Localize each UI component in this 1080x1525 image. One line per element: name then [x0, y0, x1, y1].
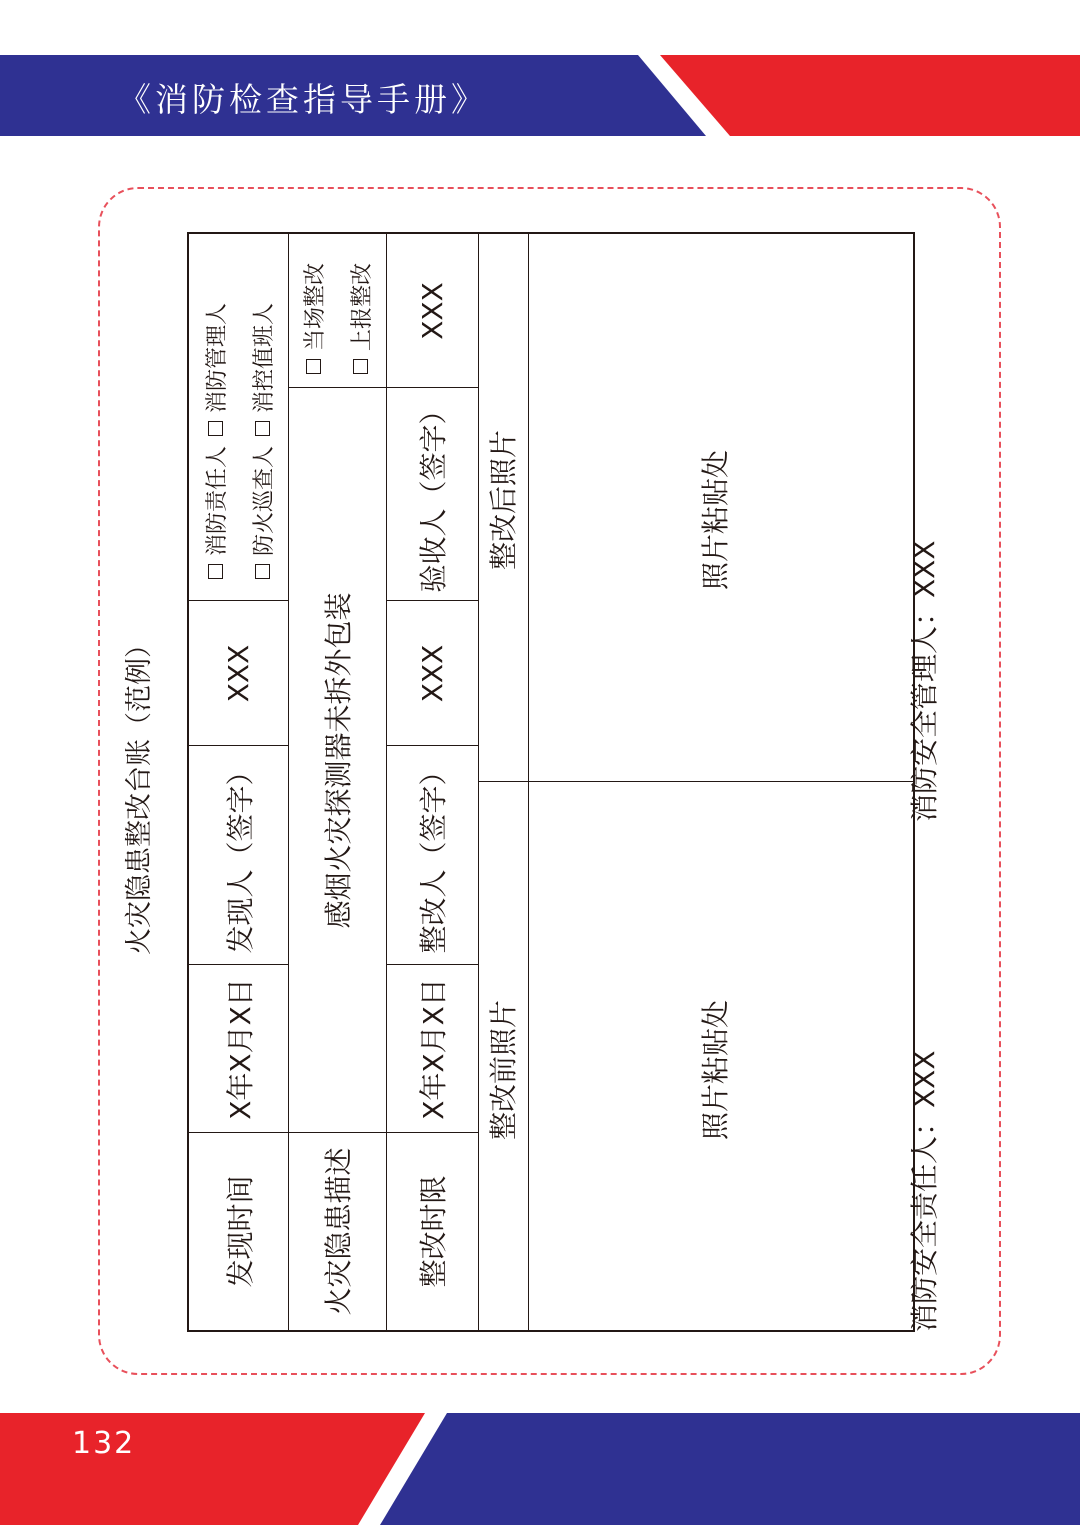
manager-signature: 消防安全管理人：XXX — [908, 540, 941, 822]
checkbox[interactable] — [208, 421, 223, 436]
after-photo-label: 整改后照片 — [487, 429, 520, 570]
discoverer-label: 发现人（签字） — [223, 757, 257, 954]
deadline-label: 整改时限 — [417, 1175, 450, 1288]
rectifier-label: 整改人（签字） — [417, 757, 450, 954]
checkbox[interactable] — [353, 359, 368, 374]
page-number — [72, 1425, 135, 1439]
rectify-option-row — [298, 263, 329, 374]
footer-stripes — [0, 1413, 1080, 1525]
discoverer-value: XXX — [222, 644, 255, 703]
checkbox[interactable] — [255, 421, 270, 436]
photo-divider — [478, 781, 913, 782]
discover-time-label: 发现时间 — [223, 1175, 257, 1288]
rectify-option: 上报整改 — [350, 262, 375, 351]
checkbox[interactable] — [306, 359, 321, 374]
checkbox[interactable] — [208, 564, 223, 579]
hazard-desc-value: 感烟火灾探测器未拆外包装 — [322, 592, 355, 929]
role-option: 消防管理人 — [204, 302, 230, 413]
discoverer-roles — [189, 234, 288, 601]
before-photo-label: 整改前照片 — [487, 999, 520, 1140]
acceptor-label: 验收人（签字） — [417, 396, 450, 593]
deadline-value: X年X月X日 — [417, 978, 450, 1120]
discover-time-value: X年X月X日 — [223, 978, 257, 1120]
rotated-ledger-page — [120, 232, 945, 1332]
rectify-options — [288, 234, 386, 388]
role-option: 防火巡查人 — [251, 445, 277, 556]
rectifier-value: XXX — [415, 644, 449, 703]
roles-row-1 — [200, 303, 231, 579]
rectify-option-row — [345, 263, 376, 374]
before-photo-placeholder: 照片粘贴处 — [699, 999, 732, 1140]
role-option: 消控值班人 — [251, 302, 277, 413]
row-divider — [478, 234, 479, 1330]
acceptor-value: XXX — [415, 282, 449, 340]
hazard-desc-label: 火灾隐患描述 — [322, 1147, 355, 1316]
manual-title: 《消防检查指导手册》 — [118, 80, 488, 119]
after-photo-placeholder: 照片粘贴处 — [699, 449, 732, 590]
checkbox[interactable] — [255, 564, 270, 579]
ledger-table — [187, 232, 915, 1332]
row-divider — [528, 234, 529, 1330]
role-option: 消防责任人 — [204, 445, 230, 556]
footer-band — [0, 1413, 1080, 1525]
ledger-title: 火灾隐患整改台账（范例） — [124, 631, 155, 955]
rectify-option: 当场整改 — [303, 262, 328, 351]
responsible-person-signature: 消防安全责任人：XXX — [908, 1050, 941, 1332]
roles-row-2 — [247, 303, 278, 579]
